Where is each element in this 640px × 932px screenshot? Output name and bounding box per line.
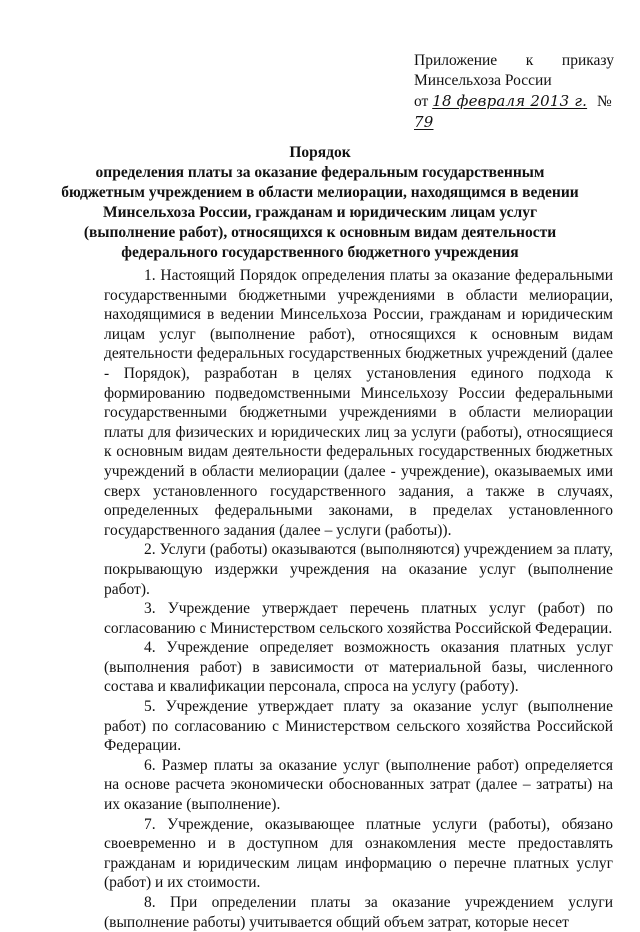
- paragraph-4: 4. Учреждение определяет возможность оказания платных услуг (выполнения работ) в зависимости от материальной базы, численного состава и квалификации персонала, спроса на услугу (работу).: [104, 639, 613, 696]
- paragraph-2: 2. Услуги (работы) оказываются (выполняются) учреждением за плату, покрывающую издержки учреждения на оказание услуг (выполнение работ).: [104, 541, 613, 598]
- title-heading: Порядок: [289, 144, 351, 161]
- handwritten-number: 79: [414, 113, 434, 131]
- title-line: федерального государственного бюджетного учреждения: [121, 244, 519, 261]
- paragraph-3: 3. Учреждение утверждает перечень платных услуг (работ) по согласованию с Министерством сельского хозяйства Российской Федерации.: [104, 600, 613, 637]
- paragraph-7: 7. Учреждение, оказывающее платные услуги (работы), обязано своевременно и в доступном для ознакомления месте предоставлять гражданам и юридическим лицам информацию о перечне платных услуг (работ) и их стоимости.: [104, 815, 613, 892]
- annex-word-to: к: [525, 52, 534, 69]
- title-line: (выполнение работ), относящихся к основным видам деятельности: [83, 224, 557, 241]
- document-body: [104, 266, 613, 932]
- handwritten-date: 18 февраля 2013 г.: [432, 92, 588, 110]
- paragraph-1: 1. Настоящий Порядок определения платы за оказание федеральными государственными бюджетными учреждениями в области мелиорации, находящимися в ведении Минсельхоза России, гражданам и юридическим лицам услуг (выполнение работ), относящихся к основным видам деятельности федеральных государственных бюджетных учреждений (далее - Порядок), разработан в целях установления единого подхода к формированию подведомственными Минсельхозу России федеральными государственными бюджетными учреждениями в области мелиорации платы для физических и юридических лиц за услуги (работы), относящиеся к основным видам деятельности федеральных государственных бюджетных учреждений в области мелиорации (далее - учреждение), оказываемых ими сверх установленного государственного задания, а также в случаях, определенных федеральными законами, в пределах установленного государственного задания (далее – услуги (работы)).: [104, 267, 613, 539]
- annex-block: [414, 51, 614, 133]
- annex-number-label: №: [596, 93, 612, 110]
- paragraph-6: 6. Размер платы за оказание услуг (выполнение работ) определяется на основе расчета экономически обоснованных затрат (далее – затраты) на их оказание (выполнение).: [104, 756, 613, 814]
- annex-date-line: [414, 91, 614, 133]
- annex-line-1: [414, 51, 614, 71]
- paragraph-8: 8. При определении платы за оказание учреждением услуги (выполнение работы) учитывается общий объем затрат, которые несет: [104, 894, 613, 931]
- document-title: [0, 143, 640, 263]
- title-line: определения платы за оказание федеральным государственным: [95, 164, 545, 181]
- annex-date-prefix: от: [414, 93, 429, 110]
- annex-word-order: приказу: [561, 52, 614, 69]
- annex-word-appendix: Приложение: [414, 52, 498, 69]
- annex-ministry: Минсельхоза России: [414, 72, 552, 89]
- title-line: Минсельхоза России, гражданам и юридическим лицам услуг: [103, 204, 537, 221]
- title-line: бюджетным учреждением в области мелиорации, находящимся в ведении: [61, 184, 579, 201]
- paragraph-5: 5. Учреждение утверждает плату за оказание услуг (выполнение работ) по согласованию с Министерством сельского хозяйства Российской Федерации.: [104, 698, 613, 755]
